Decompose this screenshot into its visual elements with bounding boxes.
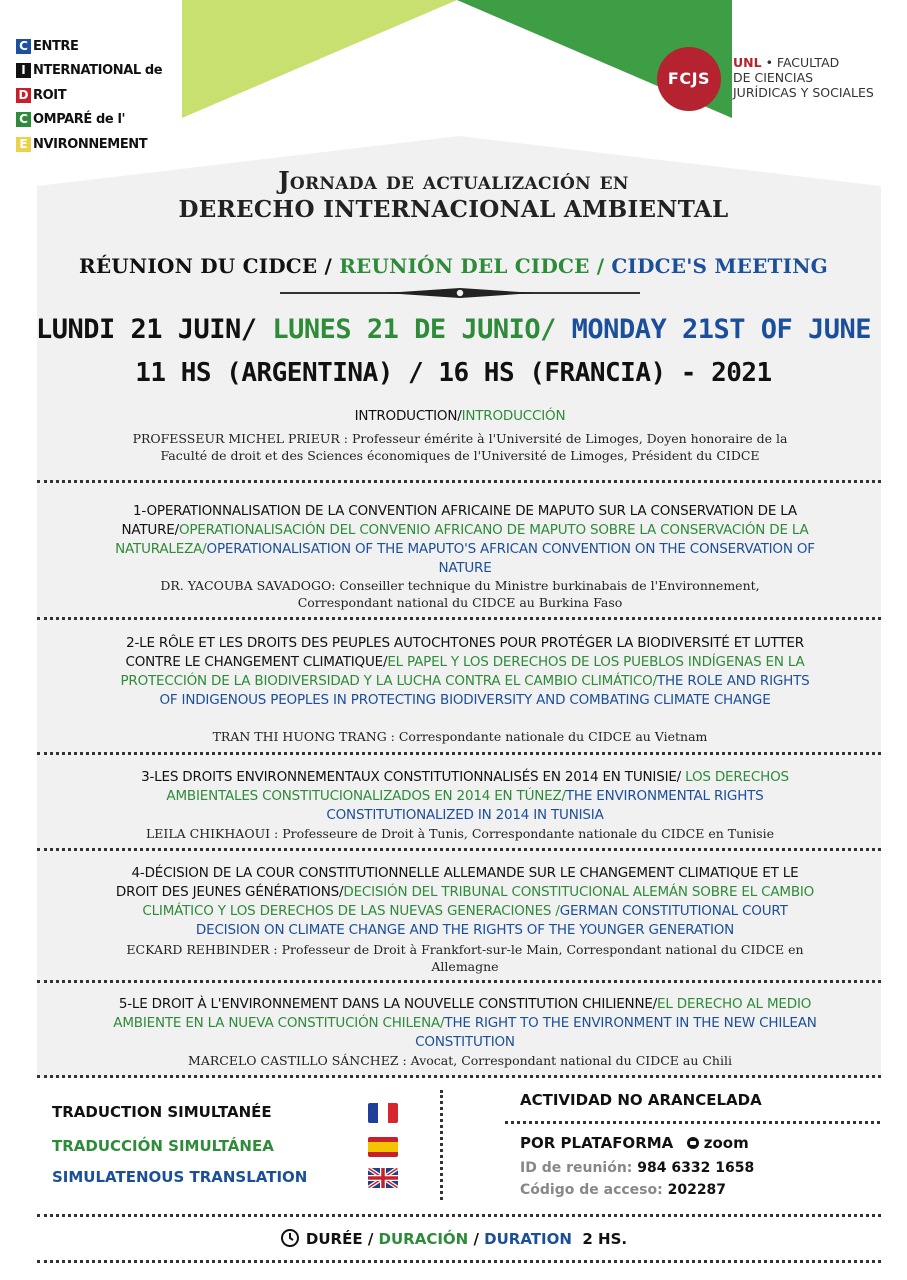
- section-2-fr: 2-LE RÔLE ET LES DROITS DES PEUPLES AUTOCHTONES POUR PROTÉGER LA BIODIVERSITÉ ET LUTTER CONTRE LE CHANGEMENT CLIMATIQUE/: [125, 635, 804, 670]
- cidce-word: NVIRONNEMENT: [33, 136, 148, 152]
- dotted-separator: [37, 1260, 881, 1263]
- section-4-speaker: ECKARD REHBINDER : Professeur de Droit à Frankfort-sur-le Main, Correspondant national du CIDCE en Allemagne: [126, 942, 804, 974]
- duration-sep: /: [468, 1230, 485, 1248]
- section-1-en: OPERATIONALISATION OF THE MAPUTO'S AFRICAN CONVENTION ON THE CONSERVATION OF NATURE: [206, 541, 815, 576]
- cidce-letter-box: E: [16, 137, 31, 152]
- ornament-divider: [385, 288, 535, 298]
- event-date-es: LUNES 21 DE JUNIO/: [272, 314, 572, 345]
- vertical-dotted-separator: [440, 1090, 443, 1200]
- dotted-separator: [37, 980, 881, 983]
- section-3-speaker: LEILA CHIKHAOUI : Professeure de Droit à Tunis, Correspondante nationale du CIDCE en Tunisie: [145, 826, 774, 841]
- cidce-logo-row: [16, 83, 206, 108]
- section-1-fr: 1-OPERATIONNALISATION DE LA CONVENTION AFRICAINE DE MAPUTO SUR LA CONSERVATION DE LA NATURE/: [121, 503, 797, 538]
- dotted-separator: [37, 1214, 881, 1217]
- meeting-title-en: CIDCE'S MEETING: [611, 254, 828, 278]
- duration-es: DURACIÓN: [378, 1230, 469, 1248]
- dotted-separator: [37, 752, 881, 755]
- dotted-separator: [505, 1121, 880, 1124]
- section-2-en: THE ROLE AND RIGHTS OF INDIGENOUS PEOPLES IN PROTECTING BIODIVERSITY AND COMBATING CLIMATE CHANGE: [159, 673, 810, 708]
- platform-row: [520, 1134, 749, 1152]
- meeting-id-row: [520, 1160, 754, 1176]
- section-3-es: LOS DERECHOS AMBIENTALES CONSTITUCIONALIZADOS EN 2014 EN TÚNEZ/: [166, 769, 789, 804]
- section-3-heading: [110, 768, 820, 825]
- event-date-fr: LUNDI 21 JUIN/: [35, 314, 273, 345]
- cidce-letter-box: I: [16, 63, 31, 78]
- meeting-title: [0, 254, 907, 278]
- section-5-en: THE RIGHT TO THE ENVIRONMENT IN THE NEW CHILEAN CONSTITUTION: [415, 1015, 817, 1050]
- cidce-letter-box: C: [16, 112, 31, 127]
- section-3-en: THE ENVIRONMENTAL RIGHTS CONSTITUTIONALIZED IN 2014 IN TUNISIA: [326, 788, 764, 823]
- cidce-letter-box: D: [16, 88, 31, 103]
- section-1-speaker: DR. YACOUBA SAVADOGO: Conseiller technique du Ministre burkinabais de l'Environnement, Correspondant national du CIDCE au Burkina Faso: [160, 578, 760, 610]
- fcjs-logo-circle: FCJS: [657, 47, 721, 111]
- cidce-word: ENTRE: [33, 38, 79, 54]
- duration-en: DURATION: [484, 1230, 572, 1248]
- section-2-es: EL PAPEL Y LOS DERECHOS DE LOS PUEBLOS INDÍGENAS EN LA PROTECCIÓN DE LA BIODIVERSIDAD Y LA LUCHA CONTRA EL CAMBIO CLIMÁTICO/: [120, 654, 805, 689]
- section-4-es: DECISIÓN DEL TRIBUNAL CONSTITUCIONAL ALEMÁN SOBRE EL CAMBIO CLIMÁTICO Y LOS DERECHOS DE LAS NUEVAS GENERACIONES /: [142, 884, 815, 919]
- free-activity-label: ACTIVIDAD NO ARANCELADA: [520, 1091, 762, 1109]
- cidce-word: ROIT: [33, 87, 67, 103]
- intro-heading-fr: INTRODUCTION/: [354, 408, 462, 424]
- duration-row: [0, 1228, 907, 1248]
- meeting-title-fr: RÉUNION DU CIDCE /: [79, 254, 340, 278]
- unl-label: UNL: [733, 55, 762, 70]
- clock-icon: [280, 1228, 300, 1248]
- fcjs-line3: JURÍDICAS Y SOCIALES: [733, 85, 874, 100]
- uk-flag-icon: [368, 1168, 398, 1188]
- fcjs-line2: DE CIENCIAS: [733, 70, 814, 85]
- event-title-line2: DERECHO INTERNACIONAL AMBIENTAL: [178, 196, 729, 223]
- section-5-speaker: MARCELO CASTILLO SÁNCHEZ : Avocat, Correspondant national du CIDCE au Chili: [188, 1053, 732, 1068]
- zoom-label: zoom: [703, 1134, 749, 1152]
- section-2-heading: [110, 634, 820, 710]
- section-1-heading: [110, 502, 820, 578]
- cidce-word: OMPARÉ de l': [33, 112, 126, 128]
- cidce-letter-box: C: [16, 39, 31, 54]
- dotted-separator: [37, 617, 881, 620]
- intro-speaker: PROFESSEUR MICHEL PRIEUR : Professeur émérite à l'Université de Limoges, Doyen honoraire de la Faculté de droit et des Sciences économiques de l'Université de Limoges, Président du CIDCE: [132, 431, 788, 463]
- fcjs-line1: • FACULTAD: [765, 55, 840, 70]
- intro-heading: [60, 407, 860, 426]
- cidce-logo-row: [16, 34, 206, 59]
- translation-en: SIMULATENOUS TRANSLATION: [52, 1168, 308, 1186]
- platform-label: POR PLATAFORMA: [520, 1134, 674, 1152]
- dotted-separator: [37, 848, 881, 851]
- meeting-id-label: ID de reunión:: [520, 1160, 633, 1176]
- cidce-logo-row: [16, 108, 206, 133]
- intro-heading-es: INTRODUCCIÓN: [461, 408, 566, 424]
- access-code-label: Código de acceso:: [520, 1182, 663, 1198]
- france-flag-icon: [368, 1103, 398, 1123]
- event-title-line1: Jornada de actualización en: [278, 166, 629, 195]
- duration-value: 2 HS.: [571, 1230, 628, 1248]
- section-5-heading: [110, 995, 820, 1052]
- light-green-triangle: [182, 0, 457, 118]
- section-4-fr: 4-DÉCISION DE LA COUR CONSTITUTIONNELLE ALLEMANDE SUR LE CHANGEMENT CLIMATIQUE ET LE DROIT DES JEUNES GÉNÉRATIONS/: [115, 865, 799, 900]
- event-date: [0, 314, 907, 345]
- section-1-es: OPERATIONALISACIÓN DEL CONVENIO AFRICANO DE MAPUTO SOBRE LA CONSERVACIÓN DE LA NATURALEZA/: [115, 522, 809, 557]
- access-code-value[interactable]: 202287: [667, 1182, 727, 1198]
- section-4-en: GERMAN CONSTITUTIONAL COURT DECISION ON CLIMATE CHANGE AND THE RIGHTS OF THE YOUNGER GENERATION: [195, 903, 788, 938]
- section-3-fr: 3-LES DROITS ENVIRONNEMENTAUX CONSTITUTIONNALISÉS EN 2014 EN TUNISIE/: [141, 769, 686, 785]
- translation-fr: TRADUCTION SIMULTANÉE: [52, 1103, 272, 1121]
- meeting-title-es: REUNIÓN DEL CIDCE /: [339, 254, 612, 278]
- access-code-row: [520, 1182, 726, 1198]
- section-5-es: EL DERECHO AL MEDIO AMBIENTE EN LA NUEVA CONSTITUCIÓN CHILENA/: [113, 996, 812, 1031]
- event-time: 11 HS (ARGENTINA) / 16 HS (FRANCIA) - 2021: [135, 358, 772, 388]
- section-2-speaker: TRAN THI HUONG TRANG : Correspondante nationale du CIDCE au Vietnam: [212, 729, 708, 744]
- dotted-separator: [37, 1075, 881, 1078]
- fcjs-logo-text: [733, 55, 893, 100]
- section-4-heading: [110, 864, 820, 940]
- zoom-icon: [687, 1137, 699, 1149]
- spain-flag-icon: [368, 1137, 398, 1157]
- section-5-fr: 5-LE DROIT À L'ENVIRONNEMENT DANS LA NOUVELLE CONSTITUTION CHILIENNE/: [118, 996, 658, 1012]
- meeting-id-value[interactable]: 984 6332 1658: [637, 1160, 755, 1176]
- dotted-separator: [37, 480, 881, 483]
- translation-es: TRADUCCIÓN SIMULTÁNEA: [52, 1137, 274, 1155]
- cidce-logo-row: [16, 59, 206, 84]
- event-date-en: MONDAY 21ST OF JUNE: [571, 314, 872, 345]
- duration-fr: DURÉE /: [305, 1230, 379, 1248]
- cidce-word: NTERNATIONAL de: [33, 63, 163, 79]
